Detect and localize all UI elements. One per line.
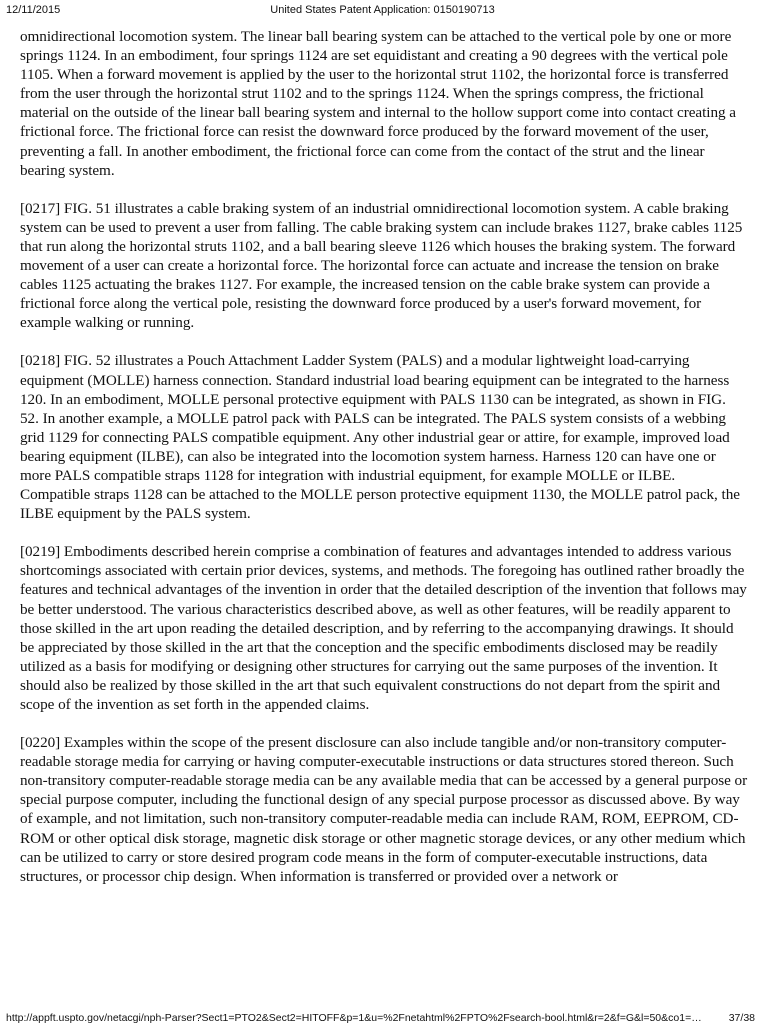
print-date: 12/11/2015	[6, 4, 61, 16]
patent-body	[20, 27, 748, 886]
source-url: http://appft.uspto.gov/netacgi/nph-Parser?Sect1=PTO2&Sect2=HITOFF&p=1&u=%2Fnetahtml%2FPTO%2Fsearch-bool.html&r=2&f=G&l=50&co1=…	[6, 1012, 702, 1024]
paragraph-0219: [0219] Embodiments described herein comprise a combination of features and advantages intended to address various shortcomings associated with certain prior devices, systems, and methods. The foregoing has outlined rather broadly the features and technical advantages of the invention in order that the detailed description of the invention that follows may be better understood. The various characteristics described above, as well as other features, will be readily apparent to those skilled in the art upon reading the detailed description, and by referring to the accompanying drawings. It should be appreciated by those skilled in the art that the conception and the specific embodiments disclosed may be readily utilized as a basis for modifying or designing other structures for carrying out the same purposes of the invention. It should also be realized by those skilled in the art that such equivalent constructions do not depart from the spirit and scope of the invention as set forth in the appended claims.	[20, 543, 747, 713]
page-number: 37/38	[728, 1012, 755, 1024]
paragraph-0218: [0218] FIG. 52 illustrates a Pouch Attachment Ladder System (PALS) and a modular lightweight load-carrying equipment (MOLLE) harness connection. Standard industrial load bearing equipment can be integrated to the harness 120. In an embodiment, MOLLE personal protective equipment with PALS 1130 can be integrated, as shown in FIG. 52. In another example, a MOLLE patrol pack with PALS can be integrated. The PALS system consists of a webbing grid 1129 for connecting PALS compatible equipment. Any other industrial gear or attire, for example, improved load bearing equipment (ILBE), can also be integrated into the locomotion system harness. Harness 120 can have one or more PALS compatible straps 1128 for integration with industrial equipment, for example MOLLE or ILBE. Compatible straps 1128 can be attached to the MOLLE person protective equipment 1130, the MOLLE patrol pack, the ILBE equipment by the PALS system.	[20, 352, 740, 523]
document-title: United States Patent Application: 0150190713	[270, 4, 495, 16]
paragraph-0220: [0220] Examples within the scope of the present disclosure can also include tangible and/or non-transitory computer-readable storage media for carrying or having computer-executable instructions or data structures stored thereon. Such non-transitory computer-readable storage media can be any available media that can be accessed by a general purpose or special purpose computer, including the functional design of any special purpose processor as discussed above. By way of example, and not limitation, such non-transitory computer-readable media can include RAM, ROM, EEPROM, CD-ROM or other optical disk storage, magnetic disk storage or other magnetic storage devices, or any other medium which can be utilized to carry or store desired program code means in the form of computer-executable instructions, data structures, or processor chip design. When information is transferred or provided over a network or	[20, 734, 748, 885]
print-header	[0, 0, 765, 20]
print-footer	[0, 1008, 765, 1028]
paragraph-continuation: omnidirectional locomotion system. The linear ball bearing system can be attached to the vertical pole by one or more springs 1124. In an embodiment, four springs 1124 are set equidistant and creating a 90 degrees with the vertical pole 1105. When a forward movement is applied by the user to the horizontal strut 1102, the horizontal force is transferred from the user through the horizontal strut 1102 and to the springs 1124. When the springs compress, the frictional material on the outside of the linear ball bearing system and internal to the hollow support come into contact creating a frictional force. The frictional force can resist the downward force produced by the forward movement of the user, preventing a fall. In another embodiment, the frictional force can come from the contact of the strut and the linear bearing system.	[20, 28, 736, 179]
paragraph-0217: [0217] FIG. 51 illustrates a cable braking system of an industrial omnidirectional locomotion system. A cable braking system can be used to prevent a user from falling. The cable braking system can include brakes 1127, brake cables 1125 that run along the horizontal struts 1102, and a ball bearing sleeve 1126 which houses the braking system. The forward movement of a user can create a horizontal force. The horizontal force can actuate and increase the tension on brake cables 1125 actuating the brakes 1127. For example, the increased tension on the cable brake system can provide a frictional force along the vertical pole, resisting the downward force produced by a user's forward movement, for example walking or running.	[20, 199, 743, 332]
